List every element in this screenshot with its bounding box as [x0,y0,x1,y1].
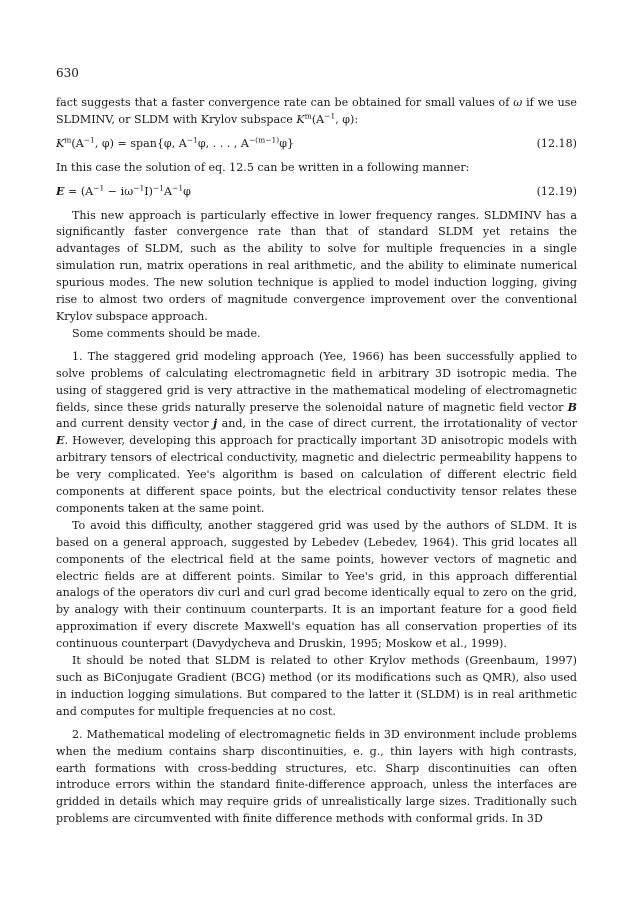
paragraph-difficulty: To avoid this difficulty, another staggered grid was used by the authors of SLDM. It is based on a general approach, suggested by Lebedev (Lebedev, 1964). This grid locates all components of the electrical field at the same points, however vectors of magnetic and electric fields are at different points. Similar to Yee's grid, in this approach differential analogs of the operators div curl and curl grad become identically equal to zero on the grid, by analogy with their continuum counterparts. It is an important feature for a good field approximation if every discrete Maxwell's equation has all conservation properties of its continuous counterpart (Davydycheva and Druskin, 1995; Moskow et al., 1999). [56,518,577,651]
equation-12-18 [56,136,577,153]
equation-12-18-body: $K^m(A^{-1}$, φ) = span{φ, $A^{-1}\varphi$, . . . , $A^{-(m-1)}\varphi$} [56,135,295,150]
paragraph-approach: This new approach is particularly effective in lower frequency ranges. SLDMINV has a significantly faster convergence rate than that of standard SLDM yet retains the advantages of SLDM, such as the ability to solve for multiple frequencies in a single simulation run, matrix operations in real arithmetic, and the ability to eliminate numerical spurious modes. The new solution technique is applied to model induction logging, giving rise to almost two orders of magnitude convergence improvement over the conventional Krylov subspace approach. [56,208,577,323]
paragraph-staggered-grid: 1. The staggered grid modeling approach (Yee, 1966) has been successfully applied to solve problems of calculating electromagnetic field in arbitrary 3D isotropic media. The using of staggered grid is very attractive in the mathematical modeling of electromagnetic fields, since these grids naturally preserve the solenoidal nature of magnetic field vector B and current density vector j and, in the case of direct current, the irrotationality of vector E. However, developing this approach for practically important 3D anisotropic models with arbitrary tensors of electrical conductivity, magnetic and dielectric permeability happens to be very complicated. Yee's algorithm is based on calculation of different electric field components at different space points, but the electrical conductivity tensor relates these components taken at the same point. [56,349,577,515]
page-number: 630 [56,66,79,80]
page-body [56,95,577,828]
paragraph-comments: Some comments should be made. [72,326,261,340]
intro-paragraph: fact suggests that a faster convergence rate can be obtained for small values of ω if we use SLDMINV, or SLDM with Krylov subspace $K^m(A^{-1}$, φ): [56,96,577,126]
paragraph-discontinuities: 2. Mathematical modeling of electromagnetic fields in 3D environment include problems when the medium contains sharp discontinuities, e. g., thin layers with high contrasts, earth formations with cross-bedding structures, etc. Sharp discontinuities can often introduce errors within the standard finite-difference approach, unless the interfaces are gridded in details which may require grids of unrealistically large sizes. Traditionally such problems are circumvented with finite difference methods with conformal grids. In 3D [56,727,577,826]
equation-number: (12.19) [536,184,577,198]
equation-12-19 [56,184,577,201]
equation-12-19-body: $E = (A^{-1} - i\omega^{-1}I)^{-1}A^{-1}\varphi$ [56,182,191,198]
equation-number: (12.18) [536,136,577,150]
paragraph-krylov: It should be noted that SLDM is related to other Krylov methods (Greenbaum, 1997) such as BiConjugate Gradient (BCG) method (or its modifications such as QMR), also used in induction logging simulations. But compared to the latter it (SLDM) is in real arithmetic and computes for multiple frequencies at no cost. [56,654,577,718]
solution-intro: In this case the solution of eq. 12.5 can be written in a following manner: [56,160,470,174]
